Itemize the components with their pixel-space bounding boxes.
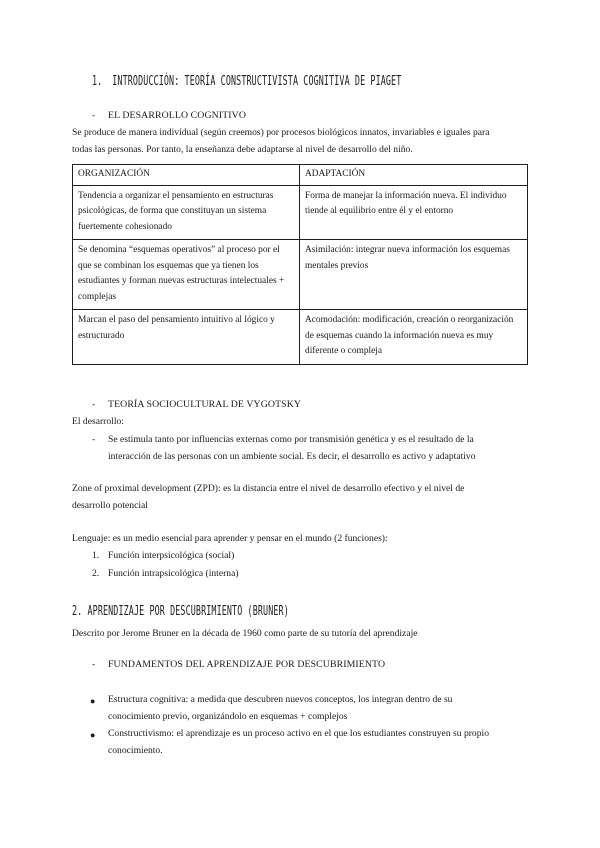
table-cell: Marcan el paso del pensamiento intuitivo al lógico y estructurado xyxy=(73,310,300,365)
subheading-desarrollo-cognitivo: EL DESARROLLO COGNITIVO xyxy=(108,110,246,121)
subheading-vygotsky: TEORÍA SOCIOCULTURAL DE VYGOTSKY xyxy=(108,399,302,410)
list-number: 1. xyxy=(92,550,100,561)
dash-marker: - xyxy=(92,659,96,670)
table-cell: Forma de manejar la información nueva. El individuo tiende al equilibrio entre él y el entorno xyxy=(300,185,528,240)
bullet-item-line: conocimiento. xyxy=(108,745,163,756)
list-item: Función interpsicológica (social) xyxy=(108,550,235,561)
table-header-adaptacion: ADAPTACIÓN xyxy=(300,165,528,186)
piaget-table xyxy=(72,164,528,365)
zpd-line: Zone of proximal development (ZPD): es la distancia entre el nivel de desarrollo efectivo y el nivel de xyxy=(72,483,465,494)
section2-intro: Descrito por Jerome Bruner en la década de 1960 como parte de su tutoría del aprendizaje xyxy=(72,628,418,639)
bullet-icon: ● xyxy=(90,696,96,706)
section1-heading xyxy=(92,72,401,90)
dash-marker: - xyxy=(92,399,96,410)
section1-number: 1. xyxy=(92,73,103,89)
list-number: 2. xyxy=(92,568,100,579)
bullet-item-line: Estructura cognitiva: a medida que descubren nuevos conceptos, los integran dentro de su xyxy=(108,694,453,705)
table-row xyxy=(73,185,528,240)
section1-title: INTRODUCCIÓN: TEORÍA CONSTRUCTIVISTA COGNITIVA DE PIAGET xyxy=(112,73,402,89)
table-header-organizacion: ORGANIZACIÓN xyxy=(73,165,300,186)
dash-marker: - xyxy=(92,110,96,121)
vygotsky-item-line: Se estimula tanto por influencias externas como por transmisión genética y es el resultado de la xyxy=(108,434,474,445)
paragraph-line: todas las personas. Por tanto, la enseñanza debe adaptarse al nivel de desarrollo del niño. xyxy=(72,144,413,155)
dash-marker: - xyxy=(92,434,96,445)
vygotsky-intro: El desarrollo: xyxy=(72,416,124,427)
bullet-item-line: conocimiento previo, organizándolo en esquemas + complejos xyxy=(108,711,348,722)
vygotsky-item-line: interacción de las personas con un ambiente social. Es decir, el desarrollo es activo y adaptativo xyxy=(108,451,476,462)
subheading-fundamentos: FUNDAMENTOS DEL APRENDIZAJE POR DESCUBRIMIENTO xyxy=(108,659,386,670)
table-cell: Tendencia a organizar el pensamiento en estructuras psicológicas, de forma que constituyan un sistema fuertemente cohesionado xyxy=(73,185,300,240)
zpd-line: desarrollo potencial xyxy=(72,500,148,511)
table-row xyxy=(73,310,528,365)
table-cell: Asimilación: integrar nueva información los esquemas mentales previos xyxy=(300,240,528,310)
lenguaje-line: Lenguaje: es un medio esencial para aprender y pensar en el mundo (2 funciones): xyxy=(72,533,388,544)
section2-heading: 2. APRENDIZAJE POR DESCUBRIMIENTO (BRUNER) xyxy=(72,603,289,619)
table-header-row xyxy=(73,165,528,186)
list-item: Función intrapsicológica (interna) xyxy=(108,568,239,579)
bullet-item-line: Constructivismo: el aprendizaje es un proceso activo en el que los estudiantes construyen su propio xyxy=(108,728,489,739)
bullet-icon: ● xyxy=(90,730,96,740)
table-cell: Se denomina “esquemas operativos” al proceso por el que se combinan los esquemas que ya tienen los estudiantes y forman nuevas estructuras intelectuales + complejas xyxy=(73,240,300,310)
table-row xyxy=(73,240,528,310)
table-cell: Acomodación: modificación, creación o reorganización de esquemas cuando la información nueva es muy diferente o compleja xyxy=(300,310,528,365)
paragraph-line: Se produce de manera individual (según creemos) por procesos biológicos innatos, invariables e iguales para xyxy=(72,127,490,138)
